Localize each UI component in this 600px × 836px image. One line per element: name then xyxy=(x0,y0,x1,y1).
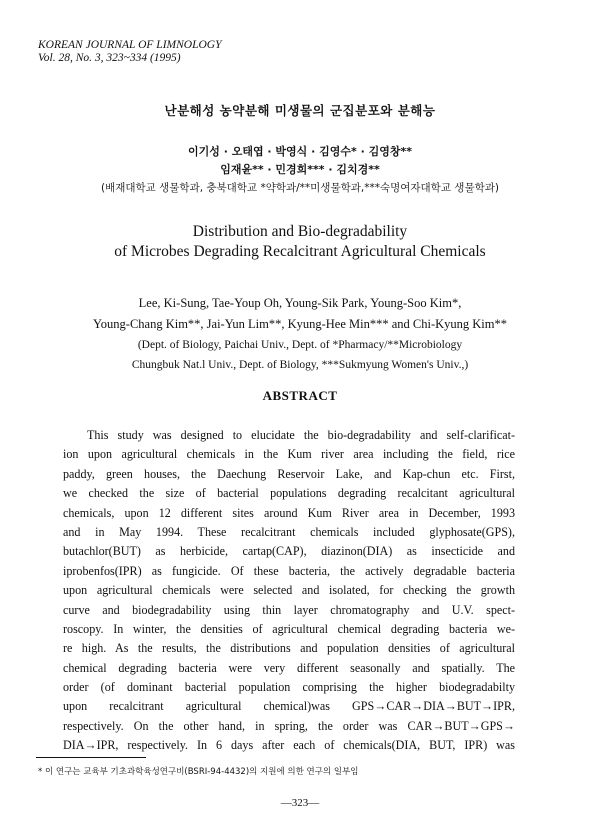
abstract-line: chemical degrading bacteria were very different seasonally and spatially. The xyxy=(63,660,515,675)
abstract-line: This study was designed to elucidate the bio-degradability and self-clarificat- xyxy=(87,428,515,442)
abstract-line: and in May 1994. These recalcitrant chemicals included glyphosate(GPS), xyxy=(63,524,515,539)
abstract-line: roscopy. In winter, the densities of agricultural chemical degrading bacteria we- xyxy=(63,621,515,636)
abstract-line: curve and biodegradability using thin layer chromatography and U.V. spect- xyxy=(63,602,515,617)
korean-authors-line-2: 임재윤** · 민경희*** · 김치경** xyxy=(220,163,380,176)
english-title-line-1: Distribution and Bio-degradability xyxy=(192,223,408,240)
journal-volume: Vol. 28, No. 3, 323~334 (1995) xyxy=(38,52,181,64)
abstract-line: respectively. On the other hand, in spring, the order was CAR→BUT→GPS→ xyxy=(63,718,515,733)
journal-name: KOREAN JOURNAL OF LIMNOLOGY xyxy=(38,39,222,51)
korean-authors xyxy=(0,143,600,179)
abstract-line: ion upon agricultural chemicals in the Kum river area including the field, rice xyxy=(63,447,515,462)
english-authors-line-2: Young-Chang Kim**, Jai-Yun Lim**, Kyung-Hee Min*** and Chi-Kyung Kim** xyxy=(93,317,507,331)
english-title xyxy=(0,222,600,262)
page-number: —323— xyxy=(280,797,320,809)
abstract-line: butachlor(BUT) as herbicide, cartap(CAP), diazinon(DIA) as insecticide and xyxy=(63,544,515,559)
abstract-line: iprobenfos(IPR) as fungicide. Of these bacteria, the actively degradable bacteria xyxy=(63,563,515,578)
abstract-line: re high. As the results, the distributions and population densities of agricultural xyxy=(63,641,515,656)
abstract-line: paddy, green houses, the Daechung Reservoir Lake, and Kap-chun etc. First, xyxy=(63,466,515,481)
english-affiliation-line-1: (Dept. of Biology, Paichai Univ., Dept. of *Pharmacy/**Microbiology xyxy=(137,339,463,351)
abstract-line: DIA→IPR, respectively. In 6 days after each of chemicals(DIA, BUT, IPR) was xyxy=(63,738,515,753)
journal-header xyxy=(38,39,221,65)
footnote: * 이 연구는 교육부 기초과학육성연구비(BSRI-94-4432)의 지원에 의한 연구의 일부임 xyxy=(38,767,359,777)
korean-affiliation: (배재대학교 생물학과, 충북대학교 *약학과/**미생물학과,***숙명여자대학교 생물학과) xyxy=(101,182,499,194)
english-affiliation xyxy=(0,335,600,375)
abstract-line: we checked the size of bacterial populations degrading recalcitant agricultural xyxy=(63,486,515,501)
abstract-heading: ABSTRACT xyxy=(262,388,338,403)
english-authors-line-1: Lee, Ki-Sung, Tae-Youp Oh, Young-Sik Park, Young-Soo Kim*, xyxy=(138,296,462,310)
abstract-line: upon agricultural chemicals were selected and isolated, for checking the growth xyxy=(63,583,515,598)
abstract-line: order (of dominant bacterial population comprising the higher biodegradabilty xyxy=(63,680,515,695)
korean-authors-line-1: 이기성 · 오태엽 · 박영식 · 김영수* · 김영창** xyxy=(188,145,412,158)
abstract-body xyxy=(63,426,515,756)
english-affiliation-line-2: Chungbuk Nat.l Univ., Dept. of Biology, ***Sukmyung Women's Univ.,) xyxy=(131,359,469,371)
english-title-line-2: of Microbes Degrading Recalcitrant Agricultural Chemicals xyxy=(114,243,486,260)
abstract-line: chemicals, upon 12 different sites around Kum River area in December, 1993 xyxy=(63,505,515,520)
korean-title: 난분해성 농약분해 미생물의 군집분포와 분해능 xyxy=(164,103,436,118)
abstract-line: upon recalcitrant agricultural chemical)was GPS→CAR→DIA→BUT→IPR, xyxy=(63,699,515,714)
footnote-divider xyxy=(36,757,146,758)
english-authors xyxy=(0,293,600,335)
